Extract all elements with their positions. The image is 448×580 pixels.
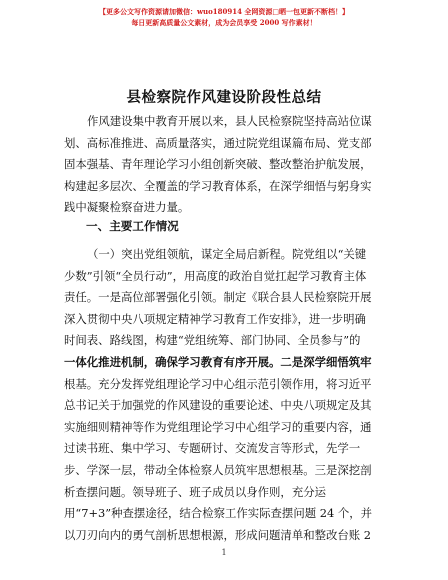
body-line: 以刀刃向内的勇气剖析思想根源，形成问题清单和整改台账 2 bbox=[64, 527, 372, 542]
body-line: （一）突出党组领航，谋定全局启新程。院党组以“关键 bbox=[87, 247, 367, 261]
intro-line: 划、高标准推进、高质量落实，通过院党组谋篇布局、党支部 bbox=[64, 135, 372, 150]
document-title: 县检察院作风建设阶段性总结 bbox=[126, 90, 322, 106]
body-line: 析查摆问题。领导班子、班子成员以身作则，充分运 bbox=[64, 484, 326, 499]
intro-line: 固本强基、青年理论学习小组创新突破、整改整治护航发展， bbox=[64, 157, 372, 172]
body-line-bold: 一体化推进机制，确保学习教育有序开展。二是深学细悟筑牢 bbox=[64, 354, 372, 369]
intro-line: 作风建设集中教育开展以来，县人民检察院坚持高站位谋 bbox=[87, 114, 372, 128]
intro-line: 构建起多层次、全覆盖的学习教育体系，在深学细悟与躬身实 bbox=[64, 178, 372, 193]
intro-line: 践中凝聚检察奋进力量。 bbox=[64, 200, 190, 215]
body-line: 总书记关于加强党的作风建设的重要论述、中央八项规定及其 bbox=[64, 398, 372, 413]
body-line: 步、学深一层，带动全体检察人员筑牢思想根基。三是深挖剖 bbox=[64, 462, 372, 477]
body-line: 责任。一是高位部署强化引领。制定《联合县人民检察院开展 bbox=[64, 290, 372, 305]
page-number: 1 bbox=[221, 548, 227, 557]
header-banner-line2: 每日更新高质量公文素材，成为会员享受 2000 写作素材！ bbox=[131, 18, 317, 27]
section-heading: 一、主要工作情况 bbox=[86, 219, 179, 233]
section1-paragraph bbox=[64, 244, 394, 546]
body-line: 少数”引领“全员行动”，用高度的政治自觉扛起学习教育主体 bbox=[64, 268, 367, 283]
body-line: 实施细则精神等作为党组理论学习中心组学习的重要内容，通 bbox=[64, 419, 372, 434]
body-line: 过读书班、集中学习、专题研讨、交流发言等形式，先学一 bbox=[64, 441, 361, 456]
body-line: 时间表、路线图，构建“党组统筹、部门协同、全员参与”的 bbox=[64, 333, 361, 348]
header-banner-line1: 【更多公文写作资源请加微信：wuo180914 全网资源□晒一包更新不断档！】 bbox=[98, 7, 350, 16]
body-line: 用“7+3”种查摆途径，结合检察工作实际查摆问题 24 个，并 bbox=[64, 506, 373, 521]
body-line: 深入贯彻中央八项规定精神学习教育工作安排》，进一步明确 bbox=[64, 311, 366, 326]
intro-paragraph bbox=[64, 111, 394, 219]
body-line: 根基。充分发挥党组理论学习中心组示范引领作用，将习近平 bbox=[64, 376, 372, 391]
